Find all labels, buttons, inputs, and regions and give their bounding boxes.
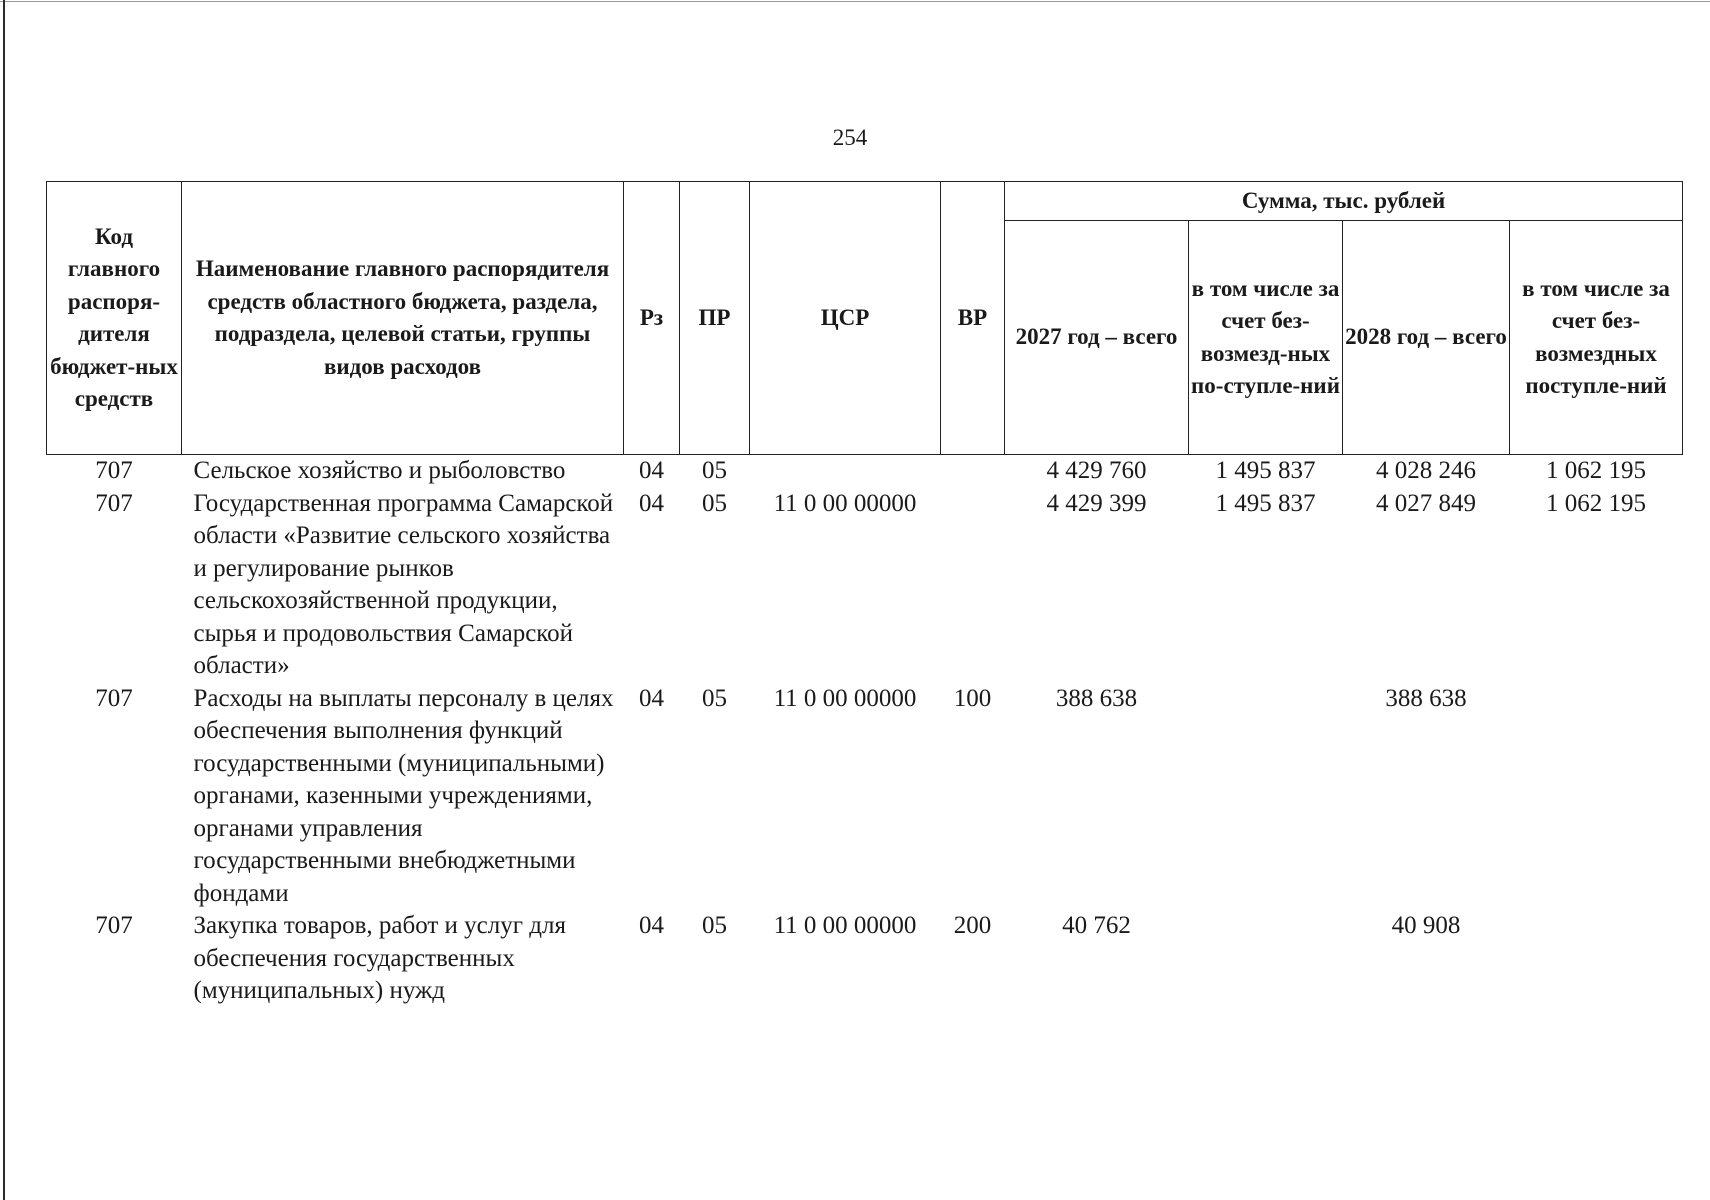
cell-2028-grants xyxy=(1510,910,1683,1008)
header-2027-grants: в том числе за счет без-возмезд-ных по-ступле-ний xyxy=(1189,221,1343,455)
page-number: 254 xyxy=(832,125,868,150)
cell-2028-total: 40 908 xyxy=(1391,912,1461,939)
cell-2027-total: 4 429 760 xyxy=(1046,457,1147,484)
header-pr: ПР xyxy=(680,182,750,455)
cell-vr: 100 xyxy=(953,684,992,712)
cell-rz: 04 xyxy=(639,457,664,484)
cell-code: 707 xyxy=(95,457,133,484)
cell-pr: 05 xyxy=(702,912,727,939)
cell-code: 707 xyxy=(95,912,133,939)
cell-2027-grants xyxy=(1189,683,1343,911)
cell-pr: 05 xyxy=(702,684,727,712)
header-code: Код главного распоря-дителя бюджет-ных средств xyxy=(47,182,182,455)
cell-code: 707 xyxy=(95,489,133,517)
cell-2028-grants: 1 062 195 xyxy=(1546,489,1647,517)
cell-csr: 11 0 00 00000 xyxy=(773,684,917,712)
header-2027-total: 2027 год – всего xyxy=(1005,221,1189,455)
scan-top-edge xyxy=(0,1,1710,2)
table-row xyxy=(47,910,1683,1008)
scan-left-edge xyxy=(3,0,5,1200)
cell-code: 707 xyxy=(95,684,133,712)
cell-vr xyxy=(941,455,1005,488)
header-csr: ЦСР xyxy=(750,182,941,455)
cell-rz: 04 xyxy=(639,912,664,939)
table-body xyxy=(47,455,1683,1008)
cell-vr: 200 xyxy=(953,912,992,939)
cell-2027-total: 4 429 399 xyxy=(1046,489,1147,517)
cell-2028-grants: 1 062 195 xyxy=(1546,457,1647,484)
cell-name: Расходы на выплаты персоналу в целях обеспечения выполнения функций государственными (муниципальными) органами, казенными учреждениями, органами управления государственными внебюджетными фондами xyxy=(193,684,614,907)
cell-2027-total: 388 638 xyxy=(1055,684,1138,712)
table-header xyxy=(47,182,1683,455)
cell-rz: 04 xyxy=(639,684,664,712)
cell-pr: 05 xyxy=(702,489,727,517)
cell-2027-grants xyxy=(1189,910,1343,1008)
cell-vr xyxy=(941,488,1005,683)
cell-2028-grants xyxy=(1510,683,1683,911)
table-row xyxy=(47,455,1683,488)
table-row xyxy=(47,488,1683,683)
cell-rz: 04 xyxy=(639,489,664,517)
budget-table xyxy=(46,181,1683,1008)
header-sum: Сумма, тыс. рублей xyxy=(1005,182,1683,221)
cell-pr: 05 xyxy=(702,457,727,484)
cell-2027-total: 40 762 xyxy=(1062,912,1131,939)
cell-csr: 11 0 00 00000 xyxy=(773,912,917,939)
header-2028-total: 2028 год – всего xyxy=(1343,221,1510,455)
cell-csr xyxy=(750,455,941,488)
header-rz: Рз xyxy=(624,182,680,455)
cell-name: Закупка товаров, работ и услуг для обеспечения государственных (муниципальных) нужд xyxy=(193,912,566,1004)
cell-2027-grants: 1 495 837 xyxy=(1215,457,1316,484)
cell-csr: 11 0 00 00000 xyxy=(773,489,917,517)
header-vr: ВР xyxy=(941,182,1005,455)
cell-2028-total: 4 027 849 xyxy=(1376,489,1476,517)
cell-2027-grants: 1 495 837 xyxy=(1215,489,1316,517)
header-name: Наименование главного распорядителя средств областного бюджета, раздела, подраздела, целевой статьи, группы видов расходов xyxy=(182,182,624,455)
header-2028-grants: в том числе за счет без-возмездных поступле-ний xyxy=(1510,221,1683,455)
table-row xyxy=(47,683,1683,911)
cell-2028-total: 388 638 xyxy=(1385,684,1467,712)
cell-name: Государственная программа Самарской области «Развитие сельского хозяйства и регулирование рынков сельскохозяйственной продукции, сырья и продовольствия Самарской области» xyxy=(193,489,614,679)
cell-2028-total: 4 028 246 xyxy=(1376,457,1476,484)
cell-name: Сельское хозяйство и рыболовство xyxy=(193,457,566,484)
